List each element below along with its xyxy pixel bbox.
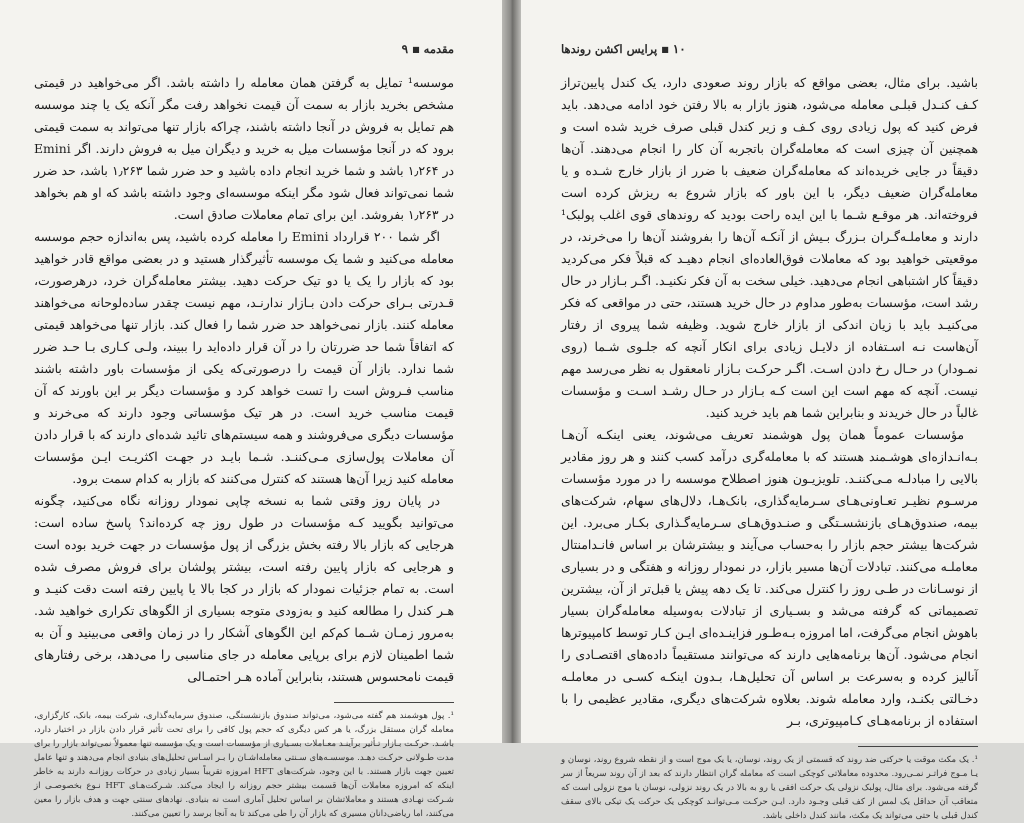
paragraph: مؤسسات عموماً همان پول هوشمند تعریف می‌شوند، یعنی اینکـه آن‌هـا بـه‌انـدازه‌ای هوشـمند هستند که با معامله‌گری درآمد کسب کنند و هر روز مقادیر بالایی را مبادلـه مـی‌کننـد. تلویزیـون هنوز اصطلاح موسسه را در مورد مؤسسات مرسـوم نظیـر تعـاونی‌هـای سـرمایه‌گذاری، بانک‌هـا، دلال‌های سهام، شرکت‌های بیمه، صندوق‌هـای بازنشسـتگی و صنـدوق‌هـای سـرمایه‌گـذاری بکـار می‌برد. این شرکت‌ها بیشتر حجم بازار را به‌حساب می‌آیند و بیشترشان بر اساس فانـدامنتال معاملـه می‌کنند. تبادلات آن‌ها مسیر بازار، در نمودار روزانه و هفتگی و در بسیاری از نوسـانات در طـی روز را کنترل می‌کند. تا یک دهه پیش یا قبل‌تر از آن، بیشترین تصمیماتی که گرفته می‌شد و بسـیاری از تبادلات به‌وسیله معامله‌گران بسیار باهوش انجام می‌گرفت، اما امروزه بـه‌طـور فزاینـده‌ای ایـن کـار توسط کامپیوترها انجام می‌شود. آن‌ها برنامه‌هایی دارند که می‌توانند مستقیماً داده‌های اقتصـادی را آنالیز کرده و به‌سرعت بر اساس آن تحلیل‌هـا، بـدون اینکـه کسـی در معاملـه دخـالتی بکنـد، وارد معامله شوند. بعلاوه شرکت‌های دیگری، مقادیر عظیمی را با استفاده از برنامه‌هـای کـامپیوتری، بـر bbox=[561, 427, 978, 728]
body-text bbox=[561, 72, 978, 732]
running-head bbox=[402, 42, 454, 56]
footnote-divider bbox=[334, 702, 454, 703]
book-gutter bbox=[502, 0, 521, 743]
paragraph: باشید. برای مثال، بعضی مواقع که بازار روند صعودی دارد، یک کندل پایین‌تراز کـف کنـدل قبلـی معامله می‌شود، هنوز بازار به بالا رفتن خود ادامه می‌دهد. باید فرض کنید که پول زیادی روی کـف و زیر کندل قبلی صرف خرید شده است و همچنین آن چیزی است که معامله‌گران باتجربه آن کار را انجام می‌دهند. آن‌ها دقیقاً در جایی خریده‌اند که معامله‌گران ضعیف با ضرر از بازار خارج شـده و یا معامله‌گران ضعیف دیگر، با این باور که بازار شروع به ریزش کرده است فروخته‌اند. هر موقـع شـما با این ایده راحت بودید که روندهای قوی اغلب پولبک¹ دارند و معاملـه‌گـران بـزرگ بـیش از آنکـه آن‌ها را بفروشند آن‌ها را می‌خرند، در موقعیتی خواهید بود که معاملات فوق‌العاده‌ای انجام دهیـد که قبلاً فکر می‌کردید دقیقاً کار اشتباهی انجام می‌دهید. خیلی سخت به آن فکر نکنیـد. اگـر بـازار در حال رشد است، مؤسسات به‌طور مداوم در حال خرید هستند، حتی در مواقعی که فکر می‌کنیـد باید با زیان اندکی از بازار خارج شوید. وظیفه شما پیروی از رفتار آن‌هاست نـه اسـتفاده از دلایـل زیادی برای انکار آنچه که جلـوی شـما (روی نمـودار) در حـال رخ دادن اسـت. اگـر حرکـت بـازار نامعقول به نظر می‌رسد مهم نیست. آنچه که مهم است این است کـه بـازار در حـال رشـد اسـت و مؤسسات غالباً در حال خریدند و بنابراین شما هم باید خرید کنید. bbox=[561, 75, 978, 420]
page-header bbox=[34, 38, 454, 60]
footnote bbox=[34, 709, 454, 821]
footnote-divider bbox=[858, 746, 978, 747]
page-number: ۹ bbox=[401, 42, 409, 56]
running-head-title: مقدمه bbox=[423, 42, 454, 56]
page-number: ۱۰ bbox=[672, 42, 686, 56]
right-page bbox=[521, 0, 1024, 821]
running-head bbox=[561, 42, 686, 56]
page-header bbox=[561, 38, 978, 60]
footnote-text: ¹. پول هوشمند هم گفته می‌شود، می‌تواند صندوق بازنشستگی، صندوق سرمایه‌گذاری، شرکت بیمه، بانک، کارگزاری، معامله گران مستقل بزرگ، یا هر کس دیگری که حجم پول کافی را برای تحت تأثیر قرار دادن بازار در اختیار دارد، باشـد. حرکـت بـازار تـأثیر برآینـد معـاملات بسـیاری از مؤسسات است و یک مؤسسه تنها معمولاً نمی‌تواند بازار را برای مدت طـولانی حرکـت دهـد. موسسـه‌های سـنتی معامله‌اشـان را بـر اسـاس تحلیل‌های بنیادی انجام می‌دهند و تنها عامل تعیین جهت بازار هستند. با این وجود، شرکت‌های HFT امروزه تقریباً بسیار زیادی در حرکات روزانـه دارند به خاطر اینکه که امروزه معاملات آن‌ها قسمت بیشتر حجم روزانه را ایجاد می‌کند. شـرکت‌هـای HFT نـوع بخصوصـی از شـرکت نهـادی هستند و معاملاتشان بر اساس تحلیل آماری است نه بنیادی. نهادهای سنتی جهت و هدف بازار را معین می‌کنند، اما ریاضی‌دانان مسیری که بازار آن را طی می‌کند تا به آنجا برسد را تعیین می‌کنند. bbox=[34, 711, 454, 819]
paragraph: موسسه¹ تمایل به گرفتن همان معامله را داشته باشد. اگر می‌خواهید در قیمتی مشخص بخرید بازار به سمت آن قیمت نخواهد رفت مگر آنکه یک یا چند موسسه هم تمایل به فروش در آنجا داشته باشند، چراکه بازار تنها می‌تواند به سمت قیمتی برود که در آنجا مؤسسات میل به خرید و دیگران میل به فروش دارند. اگر Emini در ۱٫۲۶۴ باشد و شما خرید انجام داده باشید و حد ضرر شما ۱٫۲۶۳ باشد، حد ضرر شما نمی‌تواند فعال شود مگر اینکه موسسه‌ای وجود داشته باشد که او هم بخواهد در ۱٫۲۶۳ بفروشد. این برای تمام معاملات صادق است. bbox=[34, 75, 454, 222]
running-head-title: پرایس اکشن روندها bbox=[561, 42, 658, 56]
paragraph: اگر شما ۲۰۰ قرارداد Emini را معامله کرده باشید، پس به‌اندازه حجم موسسه معامله می‌کنید و شما یک موسسه تأثیرگذار هستید و در بعضی مواقع قادر خواهید بود که بازار را یک یا دو تیک حرکت دهید. بیشتر معامله‌گران خرد، درهرصورت، قـدرتی بـرای حرکت دادن بـازار ندارنـد، مهم نیست چقدر ساده‌لوحانه می‌خواهند معامله کنند. بازار نمی‌خواهد حد ضرر شما را فعال کند. بازار تنها می‌خواهد قیمتی که اتفاقاً شما حد ضررتان را در آن قرار داده‌اید را ببیند، ولـی کـاری بـا حـد ضرر شما ندارد. بازار آن قیمت را درصورتی‌که یکی از مؤسسات باور داشته باشند مناسب فـروش است را تست خواهد کرد و مؤسسات دیگر بر این باورند که آن قیمت مناسب خرید است. در هر تیک مؤسساتی وجود دارند که می‌خرند و مؤسسات دیگری می‌فروشند و همه سیستم‌های تائید شده‌ای دارند که با قرار دادن آن معاملات پول‌سازی مـی‌کننـد. شـما بایـد در جهـت اکثریـت ایـن مؤسسات معامله کنید زیرا آن‌ها هستند که کنترل می‌کنند که بازار به کدام سمت برود. bbox=[34, 229, 454, 486]
square-bullet-icon: ■ bbox=[661, 44, 669, 54]
body-text bbox=[34, 72, 454, 688]
left-page bbox=[0, 0, 502, 819]
footnote bbox=[561, 753, 978, 823]
footnote-text: ¹. یک مکث موقت یا حرکتی ضد روند که قسمتی از یک روند، نوسان، یا یک موج است و از نقطه شروع روند، نوسان و یـا مـوج فراتـر نمـی‌رود. محدوده معاملاتی کوچکی است که معامله گران انتظار دارند که بعد از آن روند سریعاً از سر گرفته می‌شود. برای مثال، پولبک نزولی یک حرکت افقی یا رو به بالا در یک روند نزولی، نوسان یا موج نزولی است که متعاقب آن حداقل یک لمس از کف قبلی وجـود دارد. ایـن حرکـت مـی‌توانـد کوچکی یک حرکت یک تیکی بالای سقف کندل قبلی یا حتی می‌تواند یک مکث، مانند کندل داخلی باشد. bbox=[561, 755, 978, 821]
paragraph: در پایان روز وقتی شما به نسخه چاپی نمودار روزانه نگاه می‌کنید، چگونه می‌توانید بگویید کـه مؤسسات در طول روز چه کرده‌اند؟ پاسخ ساده است: هرجایی که بازار بالا رفته بخش بزرگی از پول مؤسسات در جهت خرید بوده است و هرجایی که بازار پایین رفته است، بیشتر پولشان برای فروش مصرف شده است. به تمام جزئیات نمودار که بازار در کجا بالا یا پایین رفته است دقت کنیـد و هـر کندل را مطالعه کنید و به‌زودی متوجه بسیاری از الگوهای تکراری خواهید شد. به‌مرور زمـان شـما کم‌کم این الگوهای آشکار را در زمان واقعی می‌بینید و آن به شما اطمینان لازم برای برپایی معامله در جای مناسبی را می‌دهد، برخی رفتارهای قیمت نامحسوس هستند، بنابراین آماده هـر احتمـالی bbox=[34, 493, 454, 684]
square-bullet-icon: ■ bbox=[412, 44, 420, 54]
